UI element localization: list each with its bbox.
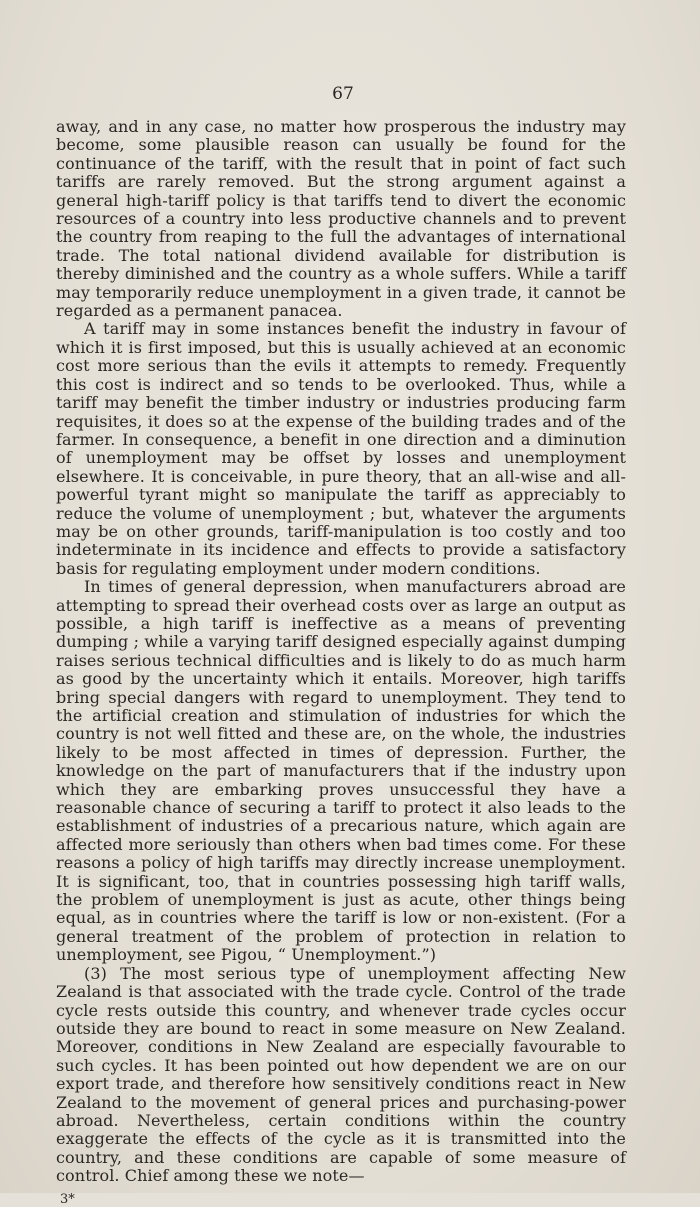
paragraph: away, and in any case, no matter how prosperous the industry may become, some plausible reason can usually be found for the continuance of the tariff, with the result that in point of fact such tariffs are rarely removed. But the strong argument against a general high-tariff policy is that tariffs tend to divert the economic resources of a country into less productive channels and to prevent the country from reaping to the full the advantages of international trade. The total national dividend available for distribution is thereby diminished and the country as a whole suffers. While a tariff may temporarily reduce unemployment in a given trade, it cannot be regarded as a permanent panacea. (56, 117, 626, 321)
page-number: 67 (332, 84, 354, 104)
paragraph: A tariff may in some instances benefit the industry in favour of which it is first imposed, but this is usually achieved at an economic cost more serious than the evils it attempts to remedy. Frequently this cost is indirect and so tends to be overlooked. Thus, while a tariff may benefit the timber industry or industries producing farm requisites, it does so at the expense of the building trades and of the farmer. In consequence, a benefit in one direction and a diminution of unemployment may be offset by losses and unemployment elsewhere. It is conceivable, in pure theory, that an all-wise and all-powerful tyrant might so manipulate the tariff as appreciably to reduce the volume of unemployment ; but, whatever the arguments may be on other grounds, tariff-manipulation is too costly and too indeterminate in its incidence and effects to provide a satisfactory basis for regulating employment under modern conditions. (56, 319, 626, 578)
signature-mark: 3* (60, 1191, 75, 1207)
paragraph: In times of general depression, when manufacturers abroad are attempting to spread their overhead costs over as large an output as possible, a high tariff is ineffective as a means of preventing dumping ; while a varying tariff designed especially against dumping raises serious technical difficulties and is likely to do as much harm as good by the uncertainty which it entails. Moreover, high tariffs bring special dangers with regard to unemployment. They tend to the artificial creation and stimulation of industries for which the country is not well fitted and these are, on the whole, the industries likely to be most affected in times of depression. Further, the knowledge on the part of manufacturers that if the industry upon which they are embarking proves unsuccessful they have a reasonable chance of securing a tariff to protect it also leads to the establishment of industries of a precarious nature, which again are affected more seriously than others when bad times come. For these reasons a policy of high tariffs may directly increase unemployment. It is significant, too, that in countries possessing high tariff walls, the problem of unemployment is just as acute, other things being equal, as in countries where the tariff is low or non-existent. (For a general treatment of the problem of protection in relation to unemployment, see Pigou, “ Unemployment.”) (56, 577, 626, 965)
paragraph: (3) The most serious type of unemployment affecting New Zealand is that associated with the trade cycle. Control of the trade cycle rests outside this country, and whenever trade cycles occur outside they are bound to react in some measure on New Zealand. Moreover, conditions in New Zealand are especially favourable to such cycles. It has been pointed out how dependent we are on our export trade, and therefore how sensitively conditions react in New Zealand to the movement of general prices and purchasing-power abroad. Nevertheless, certain conditions within the country exaggerate the effects of the cycle as it is transmitted into the country, and these conditions are capable of some measure of control. Chief among these we note— (56, 963, 626, 1186)
body-text (56, 118, 626, 1186)
